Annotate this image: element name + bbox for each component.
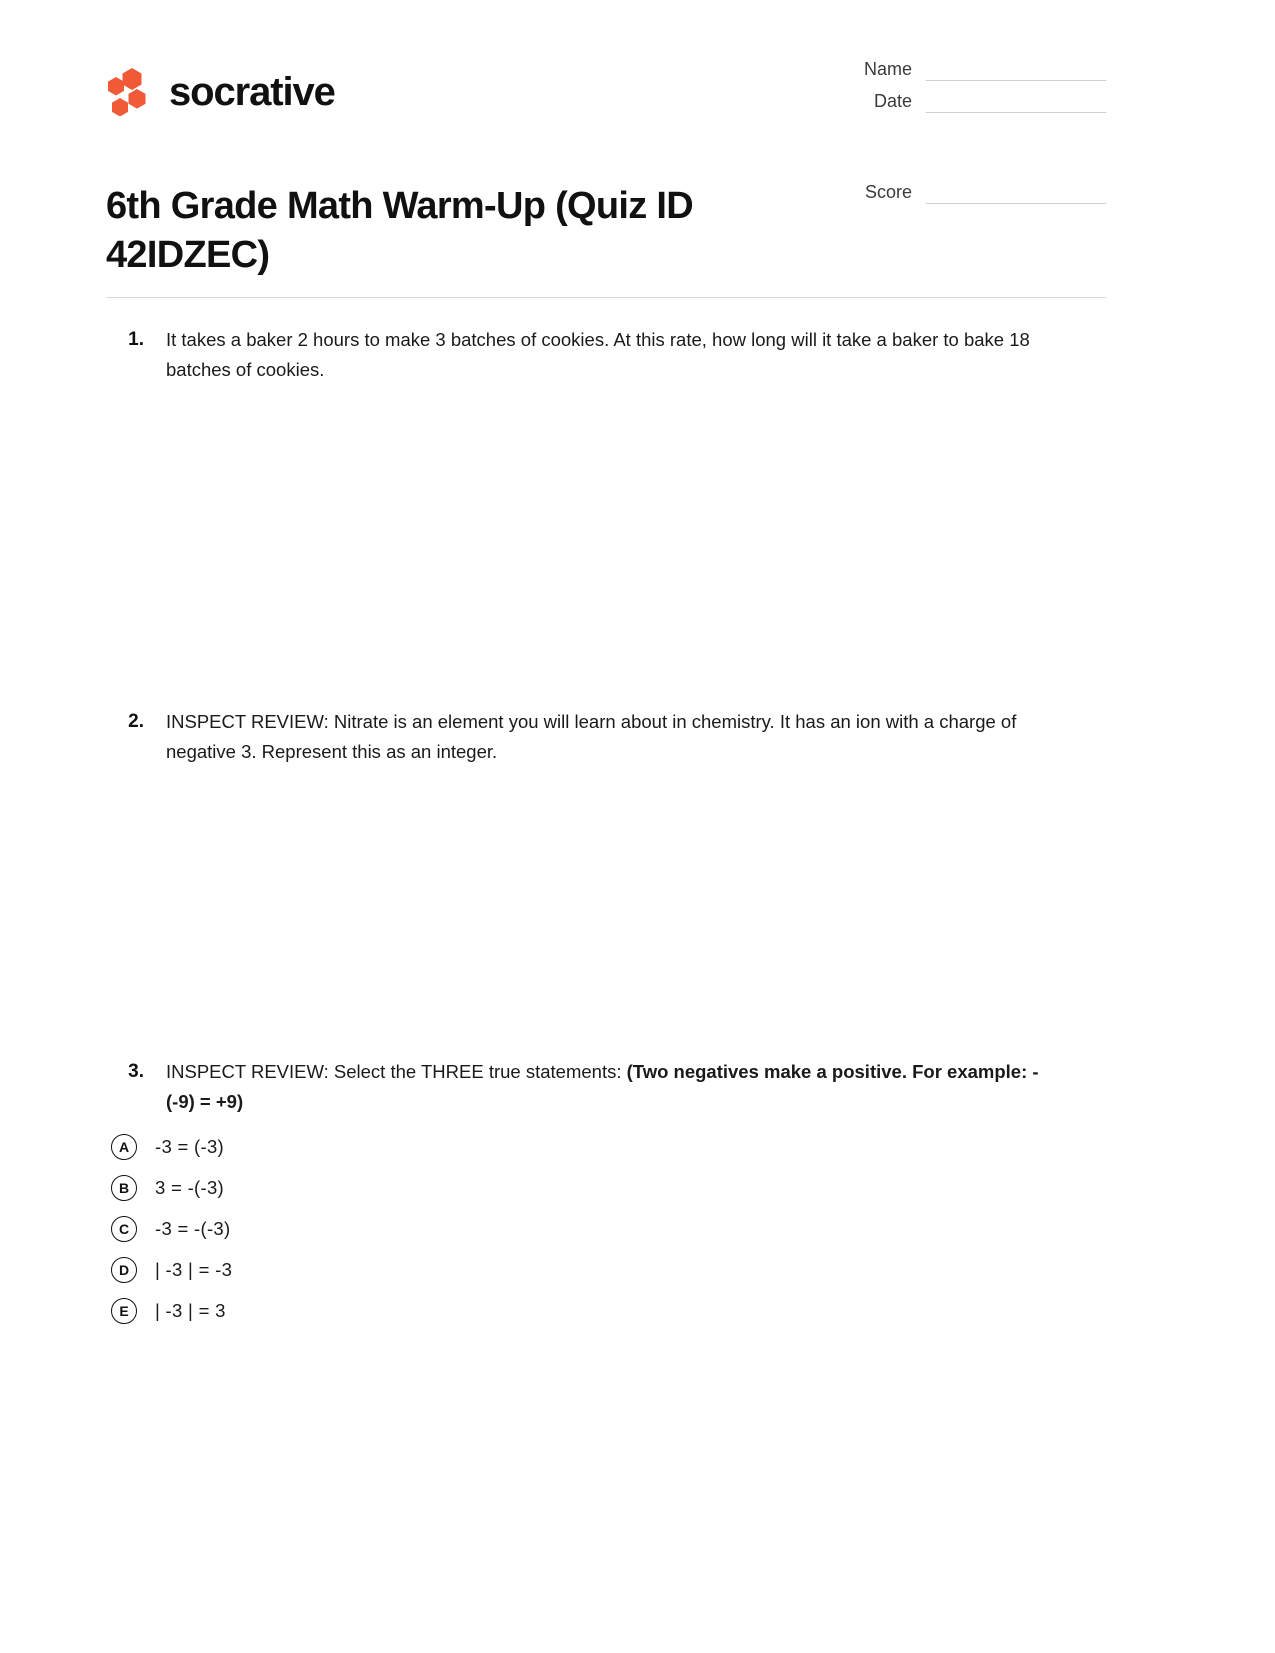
name-field-label: Name — [863, 59, 912, 79]
option-d-label: | -3 | = -3 — [155, 1259, 233, 1281]
question-1-head — [106, 325, 1106, 385]
question-2-answer-space[interactable] — [106, 767, 1106, 1057]
question-2-text: INSPECT REVIEW: Nitrate is an element you will learn about in chemistry. It has an ion with a charge of negative 3. Represent this as an integer. — [166, 710, 1017, 762]
option-e[interactable] — [111, 1291, 1106, 1332]
option-b[interactable] — [111, 1168, 1106, 1209]
date-field-label: Date — [873, 91, 912, 111]
brand-name: socrative — [169, 70, 335, 114]
page-header — [106, 60, 1106, 275]
question-list — [106, 325, 1106, 1332]
option-c[interactable] — [111, 1209, 1106, 1250]
option-c-bubble[interactable]: C — [111, 1216, 137, 1242]
option-a-label: -3 = (-3) — [155, 1136, 225, 1158]
score-field-label: Score — [864, 182, 912, 202]
date-field-input[interactable] — [926, 92, 1106, 113]
option-e-label: | -3 | = 3 — [155, 1300, 226, 1322]
option-c-label: -3 = -(-3) — [155, 1218, 231, 1240]
question-3-text-plain: INSPECT REVIEW: Select the THREE true statements: — [166, 1060, 627, 1082]
name-field-row — [761, 60, 1106, 81]
four-hexagons-icon — [106, 68, 152, 116]
question-1-answer-space[interactable] — [106, 385, 1106, 707]
question-2-head — [106, 707, 1106, 767]
option-d[interactable] — [111, 1250, 1106, 1291]
option-e-bubble[interactable]: E — [111, 1298, 137, 1324]
score-field-input[interactable] — [926, 183, 1106, 204]
question-1-text: It takes a baker 2 hours to make 3 batches of cookies. At this rate, how long will it take a baker to bake 18 batches of cookies. — [166, 329, 1030, 380]
question-2 — [106, 707, 1106, 1057]
question-1-number: 1. — [128, 329, 144, 350]
header-divider — [106, 297, 1106, 298]
option-a[interactable] — [111, 1127, 1106, 1168]
option-d-bubble[interactable]: D — [111, 1257, 137, 1283]
question-3-number: 3. — [128, 1060, 144, 1082]
name-field-input[interactable] — [926, 60, 1106, 81]
question-3 — [106, 1057, 1106, 1332]
socrative-logo — [106, 68, 335, 116]
question-2-number: 2. — [128, 710, 144, 732]
option-a-bubble[interactable]: A — [111, 1134, 137, 1160]
question-3-text-bold: (Two negatives make a positive. For example: -(-9) = +9) — [166, 1060, 1039, 1112]
question-1 — [106, 325, 1106, 707]
option-b-label: 3 = -(-3) — [155, 1177, 225, 1199]
question-3-options — [111, 1127, 1106, 1332]
question-3-text — [166, 1057, 1056, 1117]
page-title: 6th Grade Math Warm-Up (Quiz ID 42IDZEC) — [106, 185, 694, 277]
option-b-bubble[interactable]: B — [111, 1175, 137, 1201]
question-3-head — [106, 1057, 1106, 1117]
date-field-row — [761, 92, 1106, 113]
